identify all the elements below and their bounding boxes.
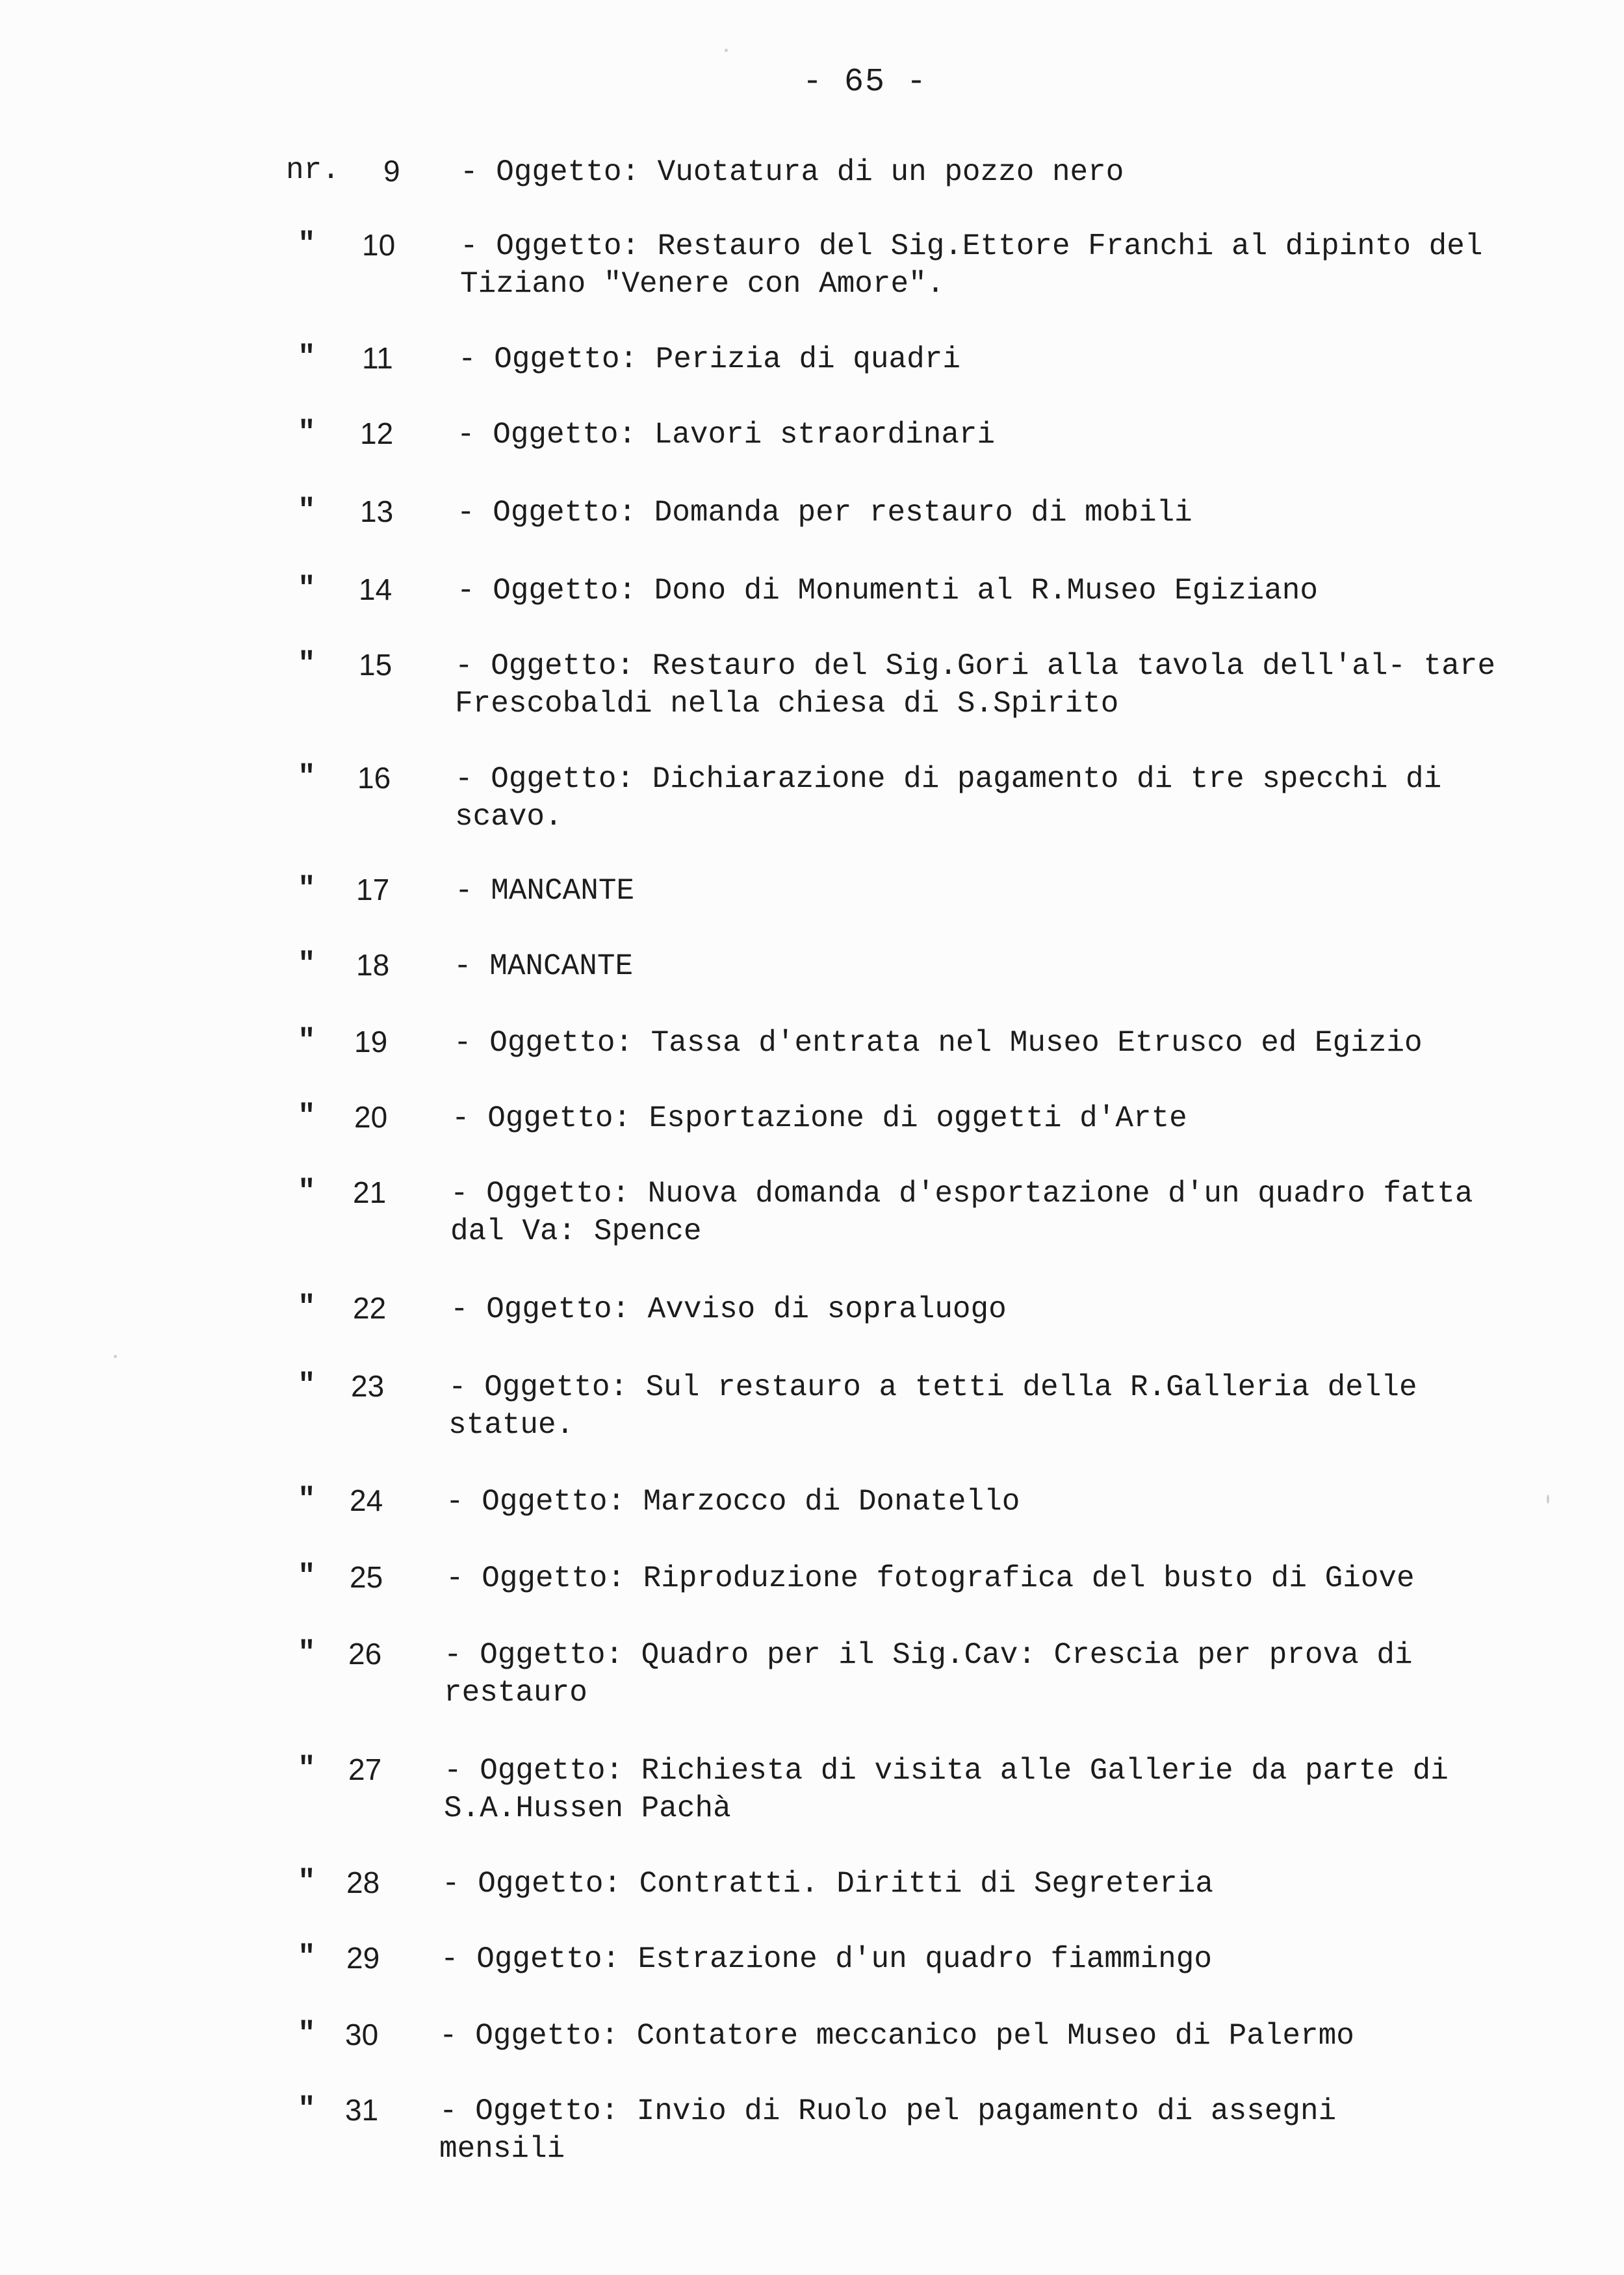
entry-text: - Oggetto: Restauro del Sig.Gori alla tavola dell'al- tare Frescobaldi nella chiesa di S.Spirito (455, 649, 1496, 721)
entry-number: 13 (360, 495, 394, 528)
entry-text: - Oggetto: Esportazione di oggetti d'Arte (452, 1101, 1187, 1135)
ditto-mark: " (298, 1291, 316, 1324)
ditto-mark: " (298, 947, 316, 981)
entry-number: 19 (354, 1025, 388, 1059)
scan-speck (1547, 1495, 1549, 1504)
entry-number: 14 (359, 572, 393, 606)
ditto-mark: " (298, 341, 316, 374)
entry-number: 25 (350, 1560, 383, 1594)
ditto-mark: " (298, 1099, 316, 1133)
ditto-mark: " (298, 572, 316, 606)
ditto-mark: " (298, 494, 316, 528)
ditto-mark: " (298, 2017, 316, 2051)
entry-text: - Oggetto: Contatore meccanico pel Museo di Palermo (439, 2019, 1354, 2053)
entry-text: - MANCANTE (454, 949, 634, 983)
scan-speck (114, 1355, 117, 1358)
entry-text: - Oggetto: Richiesta di visita alle Gallerie da parte di S.A.Hussen Pachà (444, 1754, 1449, 1825)
ditto-mark: " (298, 1369, 316, 1402)
entry-number: 17 (356, 873, 390, 906)
entry-text: - Oggetto: Vuotatura di un pozzo nero (460, 155, 1124, 189)
entry-text: - Oggetto: Nuova domanda d'esportazione d'un quadro fatta dal Va: Spence (450, 1177, 1473, 1248)
entry-text: - Oggetto: Restauro del Sig.Ettore Franchi al dipinto del Tiziano "Venere con Amore". (460, 229, 1483, 301)
ditto-mark: " (298, 872, 316, 906)
entry-number: 16 (357, 761, 391, 795)
entry-number: 15 (359, 648, 393, 682)
entry-number: 31 (345, 2093, 379, 2127)
entry-number: 9 (383, 154, 400, 188)
entry-text: - Oggetto: Dichiarazione di pagamento di tre specchi di scavo. (455, 762, 1442, 834)
ditto-mark: " (298, 1752, 316, 1786)
entry-number: 23 (351, 1369, 385, 1403)
entry-number: 22 (353, 1291, 387, 1325)
entry-number: 20 (354, 1100, 388, 1134)
entry-number: 28 (346, 1866, 380, 1899)
ditto-mark: " (298, 647, 316, 681)
entry-text: - Oggetto: Dono di Monumenti al R.Museo Egiziano (457, 574, 1319, 608)
ditto-mark: " (298, 227, 316, 261)
ditto-mark: " (298, 1865, 316, 1899)
ditto-mark: " (298, 1483, 316, 1517)
entry-number: 12 (360, 417, 394, 450)
ditto-mark: " (298, 1636, 316, 1670)
ditto-mark: " (298, 1940, 316, 1974)
ditto-mark: " (298, 1024, 316, 1058)
entry-number: 30 (345, 2018, 379, 2051)
entry-text: - Oggetto: Tassa d'entrata nel Museo Etrusco ed Egizio (454, 1026, 1423, 1060)
entry-text: - Oggetto: Quadro per il Sig.Cav: Crescia per prova di restauro (444, 1638, 1413, 1710)
ditto-mark: " (298, 760, 316, 794)
page-number: - 65 - (803, 64, 928, 101)
entry-text: - Oggetto: Contratti. Diritti di Segreteria (442, 1867, 1213, 1901)
ditto-mark: " (298, 1560, 316, 1593)
entry-number: 27 (348, 1753, 382, 1786)
ditto-mark: " (298, 2092, 316, 2126)
number-prefix: nr. (286, 153, 340, 187)
entry-text: - Oggetto: Invio di Ruolo pel pagamento di assegni mensili (439, 2094, 1337, 2166)
entry-text: - Oggetto: Lavori straordinari (457, 418, 996, 452)
entry-number: 26 (348, 1637, 382, 1671)
entry-number: 10 (362, 228, 396, 262)
entry-text: - Oggetto: Riproduzione fotografica del busto di Giove (446, 1562, 1415, 1595)
entry-text: - Oggetto: Perizia di quadri (458, 342, 960, 376)
ditto-mark: " (298, 1175, 316, 1209)
entry-text: - Oggetto: Sul restauro a tetti della R.Galleria delle statue. (448, 1370, 1417, 1442)
entry-text: - Oggetto: Estrazione d'un quadro fiammingo (441, 1942, 1212, 1976)
ditto-mark: " (298, 416, 316, 450)
entry-text: - Oggetto: Domanda per restauro di mobili (457, 496, 1192, 530)
entry-text: - Oggetto: Marzocco di Donatello (446, 1485, 1020, 1519)
entry-number: 18 (356, 948, 390, 982)
entry-number: 29 (346, 1941, 380, 1975)
entry-number: 24 (350, 1484, 383, 1517)
entry-number: 11 (362, 341, 393, 375)
entry-text: - Oggetto: Avviso di sopraluogo (450, 1292, 1007, 1326)
entry-number: 21 (353, 1176, 387, 1209)
scan-speck (725, 49, 728, 52)
entry-text: - MANCANTE (455, 874, 635, 908)
